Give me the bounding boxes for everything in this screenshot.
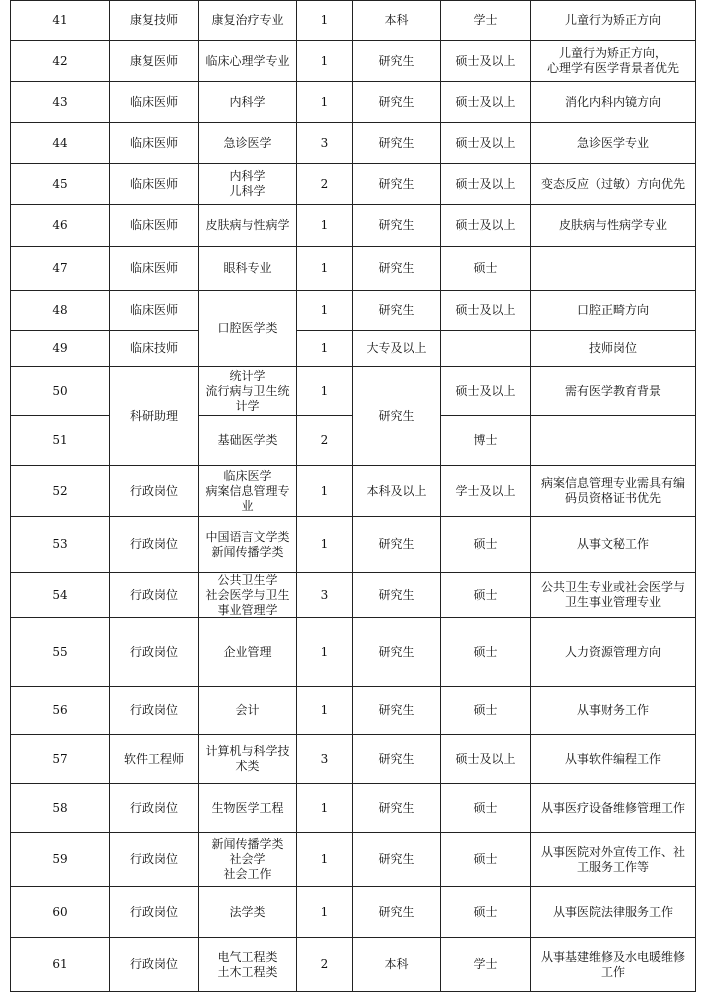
cell-note: 儿童行为矫正方向， 心理学有医学背景者优先 <box>530 40 696 82</box>
cell-row-number: 51 <box>10 415 110 466</box>
cell-row-number: 48 <box>10 290 110 331</box>
cell-education: 研究生 <box>352 163 441 205</box>
cell-degree: 硕士及以上 <box>440 204 531 247</box>
cell-major: 临床心理学专业 <box>198 40 297 82</box>
cell-education: 研究生 <box>352 886 441 938</box>
cell-note: 人力资源管理方向 <box>530 617 696 687</box>
cell-major: 生物医学工程 <box>198 783 297 833</box>
cell-degree: 硕士 <box>440 617 531 687</box>
cell-row-number: 52 <box>10 465 110 517</box>
cell-row-number: 57 <box>10 734 110 784</box>
cell-degree: 硕士及以上 <box>440 81 531 123</box>
cell-major: 口腔医学类 <box>198 290 297 367</box>
cell-row-number: 58 <box>10 783 110 833</box>
cell-row-number: 42 <box>10 40 110 82</box>
cell-row-number: 43 <box>10 81 110 123</box>
cell-row-number: 56 <box>10 686 110 735</box>
cell-headcount: 1 <box>296 366 353 416</box>
cell-row-number: 46 <box>10 204 110 247</box>
cell-headcount: 1 <box>296 465 353 517</box>
cell-position-title: 康复医师 <box>109 40 199 82</box>
cell-headcount: 1 <box>296 204 353 247</box>
cell-note: 儿童行为矫正方向 <box>530 0 696 41</box>
cell-headcount: 1 <box>296 686 353 735</box>
cell-row-number: 53 <box>10 516 110 573</box>
cell-note: 公共卫生专业或社会医学与 卫生事业管理专业 <box>530 572 696 618</box>
cell-degree: 学士及以上 <box>440 465 531 517</box>
cell-position-title: 康复技师 <box>109 0 199 41</box>
cell-position-title: 临床医师 <box>109 204 199 247</box>
cell-headcount: 2 <box>296 937 353 992</box>
cell-row-number: 44 <box>10 122 110 164</box>
cell-position-title: 行政岗位 <box>109 832 199 887</box>
cell-headcount: 3 <box>296 122 353 164</box>
cell-headcount: 2 <box>296 415 353 466</box>
cell-position-title: 科研助理 <box>109 366 199 466</box>
cell-major: 电气工程类 土木工程类 <box>198 937 297 992</box>
cell-degree: 硕士 <box>440 572 531 618</box>
cell-note: 从事软件编程工作 <box>530 734 696 784</box>
cell-position-title: 行政岗位 <box>109 783 199 833</box>
cell-row-number: 61 <box>10 937 110 992</box>
cell-headcount: 1 <box>296 783 353 833</box>
cell-education: 研究生 <box>352 734 441 784</box>
cell-education: 研究生 <box>352 204 441 247</box>
cell-position-title: 临床医师 <box>109 246 199 291</box>
cell-degree: 硕士 <box>440 832 531 887</box>
cell-note: 变态反应（过敏）方向优先 <box>530 163 696 205</box>
cell-row-number: 41 <box>10 0 110 41</box>
cell-education: 研究生 <box>352 366 441 466</box>
cell-degree: 硕士 <box>440 686 531 735</box>
cell-position-title: 行政岗位 <box>109 465 199 517</box>
cell-note: 从事医院对外宣传工作、社 工服务工作等 <box>530 832 696 887</box>
cell-note <box>530 415 696 466</box>
cell-education: 研究生 <box>352 246 441 291</box>
cell-degree: 博士 <box>440 415 531 466</box>
cell-education: 研究生 <box>352 40 441 82</box>
cell-note <box>530 246 696 291</box>
cell-major: 公共卫生学 社会医学与卫生 事业管理学 <box>198 572 297 618</box>
cell-row-number: 45 <box>10 163 110 205</box>
cell-education: 本科及以上 <box>352 465 441 517</box>
cell-note: 技师岗位 <box>530 330 696 367</box>
cell-degree: 硕士及以上 <box>440 122 531 164</box>
cell-row-number: 59 <box>10 832 110 887</box>
cell-degree: 学士 <box>440 937 531 992</box>
cell-headcount: 1 <box>296 246 353 291</box>
cell-major: 新闻传播学类 社会学 社会工作 <box>198 832 297 887</box>
cell-education: 本科 <box>352 937 441 992</box>
cell-education: 研究生 <box>352 572 441 618</box>
cell-row-number: 49 <box>10 330 110 367</box>
cell-row-number: 54 <box>10 572 110 618</box>
cell-note: 急诊医学专业 <box>530 122 696 164</box>
cell-major: 计算机与科学技 术类 <box>198 734 297 784</box>
cell-education: 研究生 <box>352 783 441 833</box>
cell-major: 眼科专业 <box>198 246 297 291</box>
cell-degree: 硕士及以上 <box>440 734 531 784</box>
cell-degree: 硕士及以上 <box>440 163 531 205</box>
cell-education: 研究生 <box>352 81 441 123</box>
cell-headcount: 1 <box>296 0 353 41</box>
cell-note: 从事医疗设备维修管理工作 <box>530 783 696 833</box>
cell-major: 法学类 <box>198 886 297 938</box>
cell-position-title: 行政岗位 <box>109 937 199 992</box>
cell-major: 企业管理 <box>198 617 297 687</box>
cell-major: 临床医学 病案信息管理专 业 <box>198 465 297 517</box>
cell-headcount: 1 <box>296 832 353 887</box>
cell-headcount: 1 <box>296 81 353 123</box>
cell-note: 从事财务工作 <box>530 686 696 735</box>
cell-major: 内科学 <box>198 81 297 123</box>
cell-degree: 硕士 <box>440 783 531 833</box>
cell-major: 会计 <box>198 686 297 735</box>
cell-row-number: 55 <box>10 617 110 687</box>
cell-note: 病案信息管理专业需具有编 码员资格证书优先 <box>530 465 696 517</box>
cell-headcount: 1 <box>296 617 353 687</box>
cell-row-number: 60 <box>10 886 110 938</box>
cell-education: 研究生 <box>352 617 441 687</box>
cell-position-title: 临床技师 <box>109 330 199 367</box>
cell-position-title: 临床医师 <box>109 290 199 331</box>
cell-note: 口腔正畸方向 <box>530 290 696 331</box>
cell-education: 研究生 <box>352 686 441 735</box>
cell-position-title: 行政岗位 <box>109 572 199 618</box>
cell-major: 统计学 流行病与卫生统 计学 <box>198 366 297 416</box>
cell-education: 本科 <box>352 0 441 41</box>
cell-degree: 硕士及以上 <box>440 366 531 416</box>
cell-headcount: 2 <box>296 163 353 205</box>
cell-note: 从事医院法律服务工作 <box>530 886 696 938</box>
cell-headcount: 1 <box>296 290 353 331</box>
cell-education: 研究生 <box>352 290 441 331</box>
cell-note: 皮肤病与性病学专业 <box>530 204 696 247</box>
cell-headcount: 3 <box>296 734 353 784</box>
cell-position-title: 行政岗位 <box>109 617 199 687</box>
cell-major: 内科学 儿科学 <box>198 163 297 205</box>
cell-degree: 硕士及以上 <box>440 40 531 82</box>
cell-position-title: 行政岗位 <box>109 886 199 938</box>
cell-note: 需有医学教育背景 <box>530 366 696 416</box>
cell-position-title: 行政岗位 <box>109 686 199 735</box>
cell-degree: 硕士 <box>440 886 531 938</box>
cell-education: 研究生 <box>352 516 441 573</box>
cell-row-number: 50 <box>10 366 110 416</box>
cell-degree <box>440 330 531 367</box>
cell-headcount: 3 <box>296 572 353 618</box>
cell-headcount: 1 <box>296 40 353 82</box>
cell-note: 从事基建维修及水电暖维修 工作 <box>530 937 696 992</box>
cell-major: 皮肤病与性病学 <box>198 204 297 247</box>
cell-major: 基础医学类 <box>198 415 297 466</box>
cell-major: 康复治疗专业 <box>198 0 297 41</box>
cell-major: 中国语言文学类 新闻传播学类 <box>198 516 297 573</box>
cell-education: 大专及以上 <box>352 330 441 367</box>
cell-headcount: 1 <box>296 516 353 573</box>
cell-row-number: 47 <box>10 246 110 291</box>
cell-note: 从事文秘工作 <box>530 516 696 573</box>
cell-major: 急诊医学 <box>198 122 297 164</box>
cell-degree: 硕士 <box>440 246 531 291</box>
cell-position-title: 临床医师 <box>109 81 199 123</box>
cell-position-title: 行政岗位 <box>109 516 199 573</box>
cell-degree: 硕士 <box>440 516 531 573</box>
cell-degree: 硕士及以上 <box>440 290 531 331</box>
cell-headcount: 1 <box>296 330 353 367</box>
cell-position-title: 软件工程师 <box>109 734 199 784</box>
cell-position-title: 临床医师 <box>109 163 199 205</box>
cell-headcount: 1 <box>296 886 353 938</box>
cell-education: 研究生 <box>352 832 441 887</box>
cell-note: 消化内科内镜方向 <box>530 81 696 123</box>
cell-education: 研究生 <box>352 122 441 164</box>
cell-position-title: 临床医师 <box>109 122 199 164</box>
cell-degree: 学士 <box>440 0 531 41</box>
